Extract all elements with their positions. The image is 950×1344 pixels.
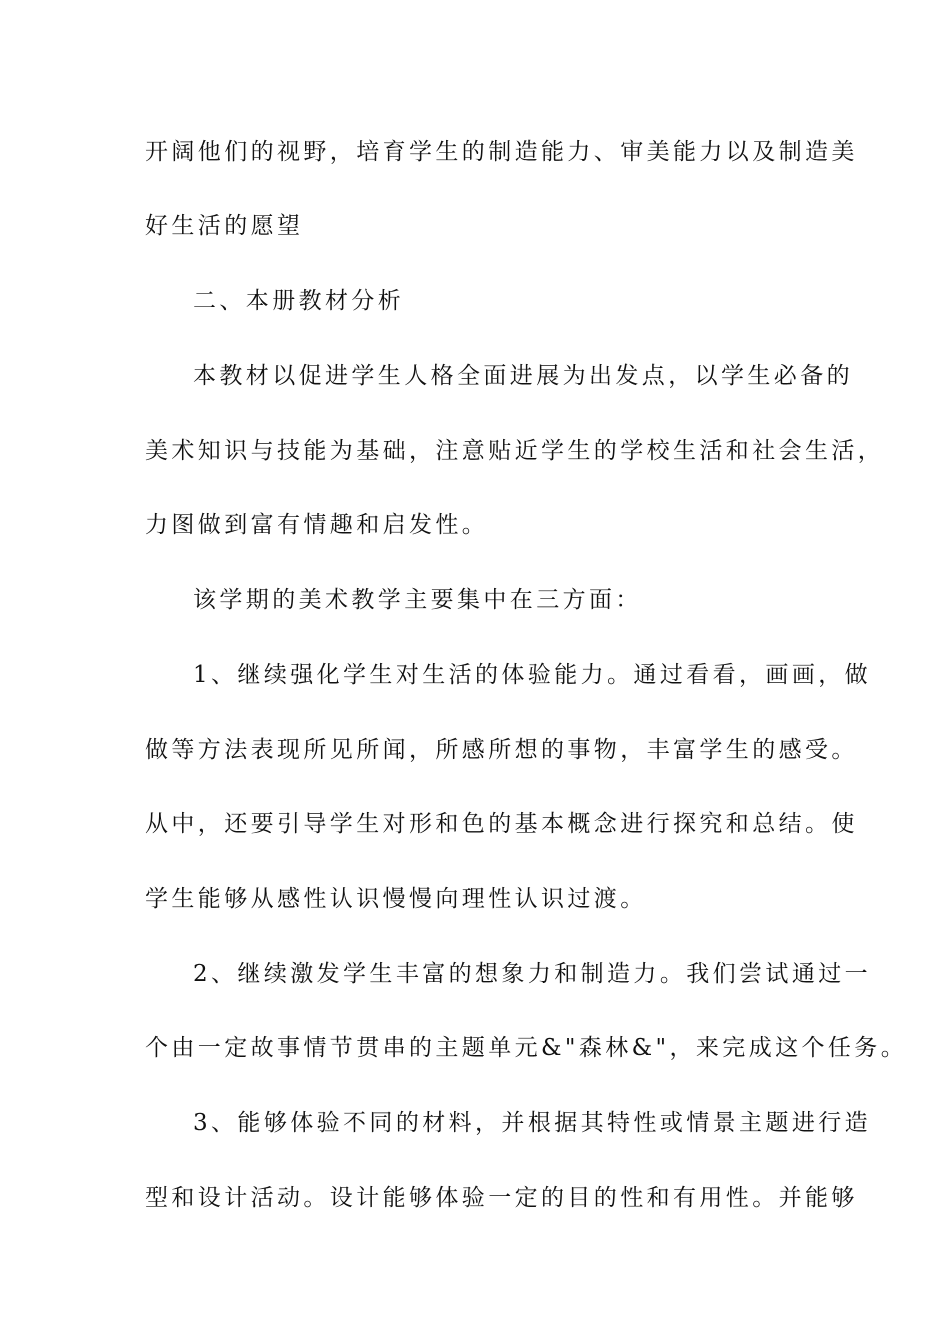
list-item-line: 3、能够体验不同的材料，并根据其特性或情景主题进行造 <box>193 1110 872 1136</box>
paragraph-line: 美术知识与技能为基础，注意贴近学生的学校生活和社会生活， <box>145 438 885 464</box>
paragraph-line: 本教材以促进学生人格全面进展为出发点，以学生必备的 <box>193 363 853 389</box>
paragraph-line: 开阔他们的视野，培育学生的制造能力、审美能力以及制造美 <box>145 139 858 165</box>
list-item-line: 做等方法表现所见所闻，所感所想的事物，丰富学生的感受。 <box>145 737 858 763</box>
paragraph-line: 力图做到富有情趣和启发性。 <box>145 512 489 538</box>
paragraph-line: 好生活的愿望 <box>145 213 304 239</box>
list-item-line: 学生能够从感性认识慢慢向理性认识过渡。 <box>145 886 647 912</box>
list-item-line: 个由一定故事情节贯串的主题单元&"森林&"，来完成这个任务。 <box>145 1035 908 1061</box>
list-item-line: 型和设计活动。设计能够体验一定的目的性和有用性。并能够 <box>145 1185 858 1211</box>
list-item-line: 1、继续强化学生对生活的体验能力。通过看看，画画，做 <box>193 662 872 688</box>
list-item-line: 2、继续激发学生丰富的想象力和制造力。我们尝试通过一 <box>193 961 872 987</box>
section-heading: 二、本册教材分析 <box>193 288 405 314</box>
list-item-line: 从中，还要引导学生对形和色的基本概念进行探究和总结。使 <box>145 811 858 837</box>
paragraph-line: 该学期的美术教学主要集中在三方面： <box>193 587 642 613</box>
